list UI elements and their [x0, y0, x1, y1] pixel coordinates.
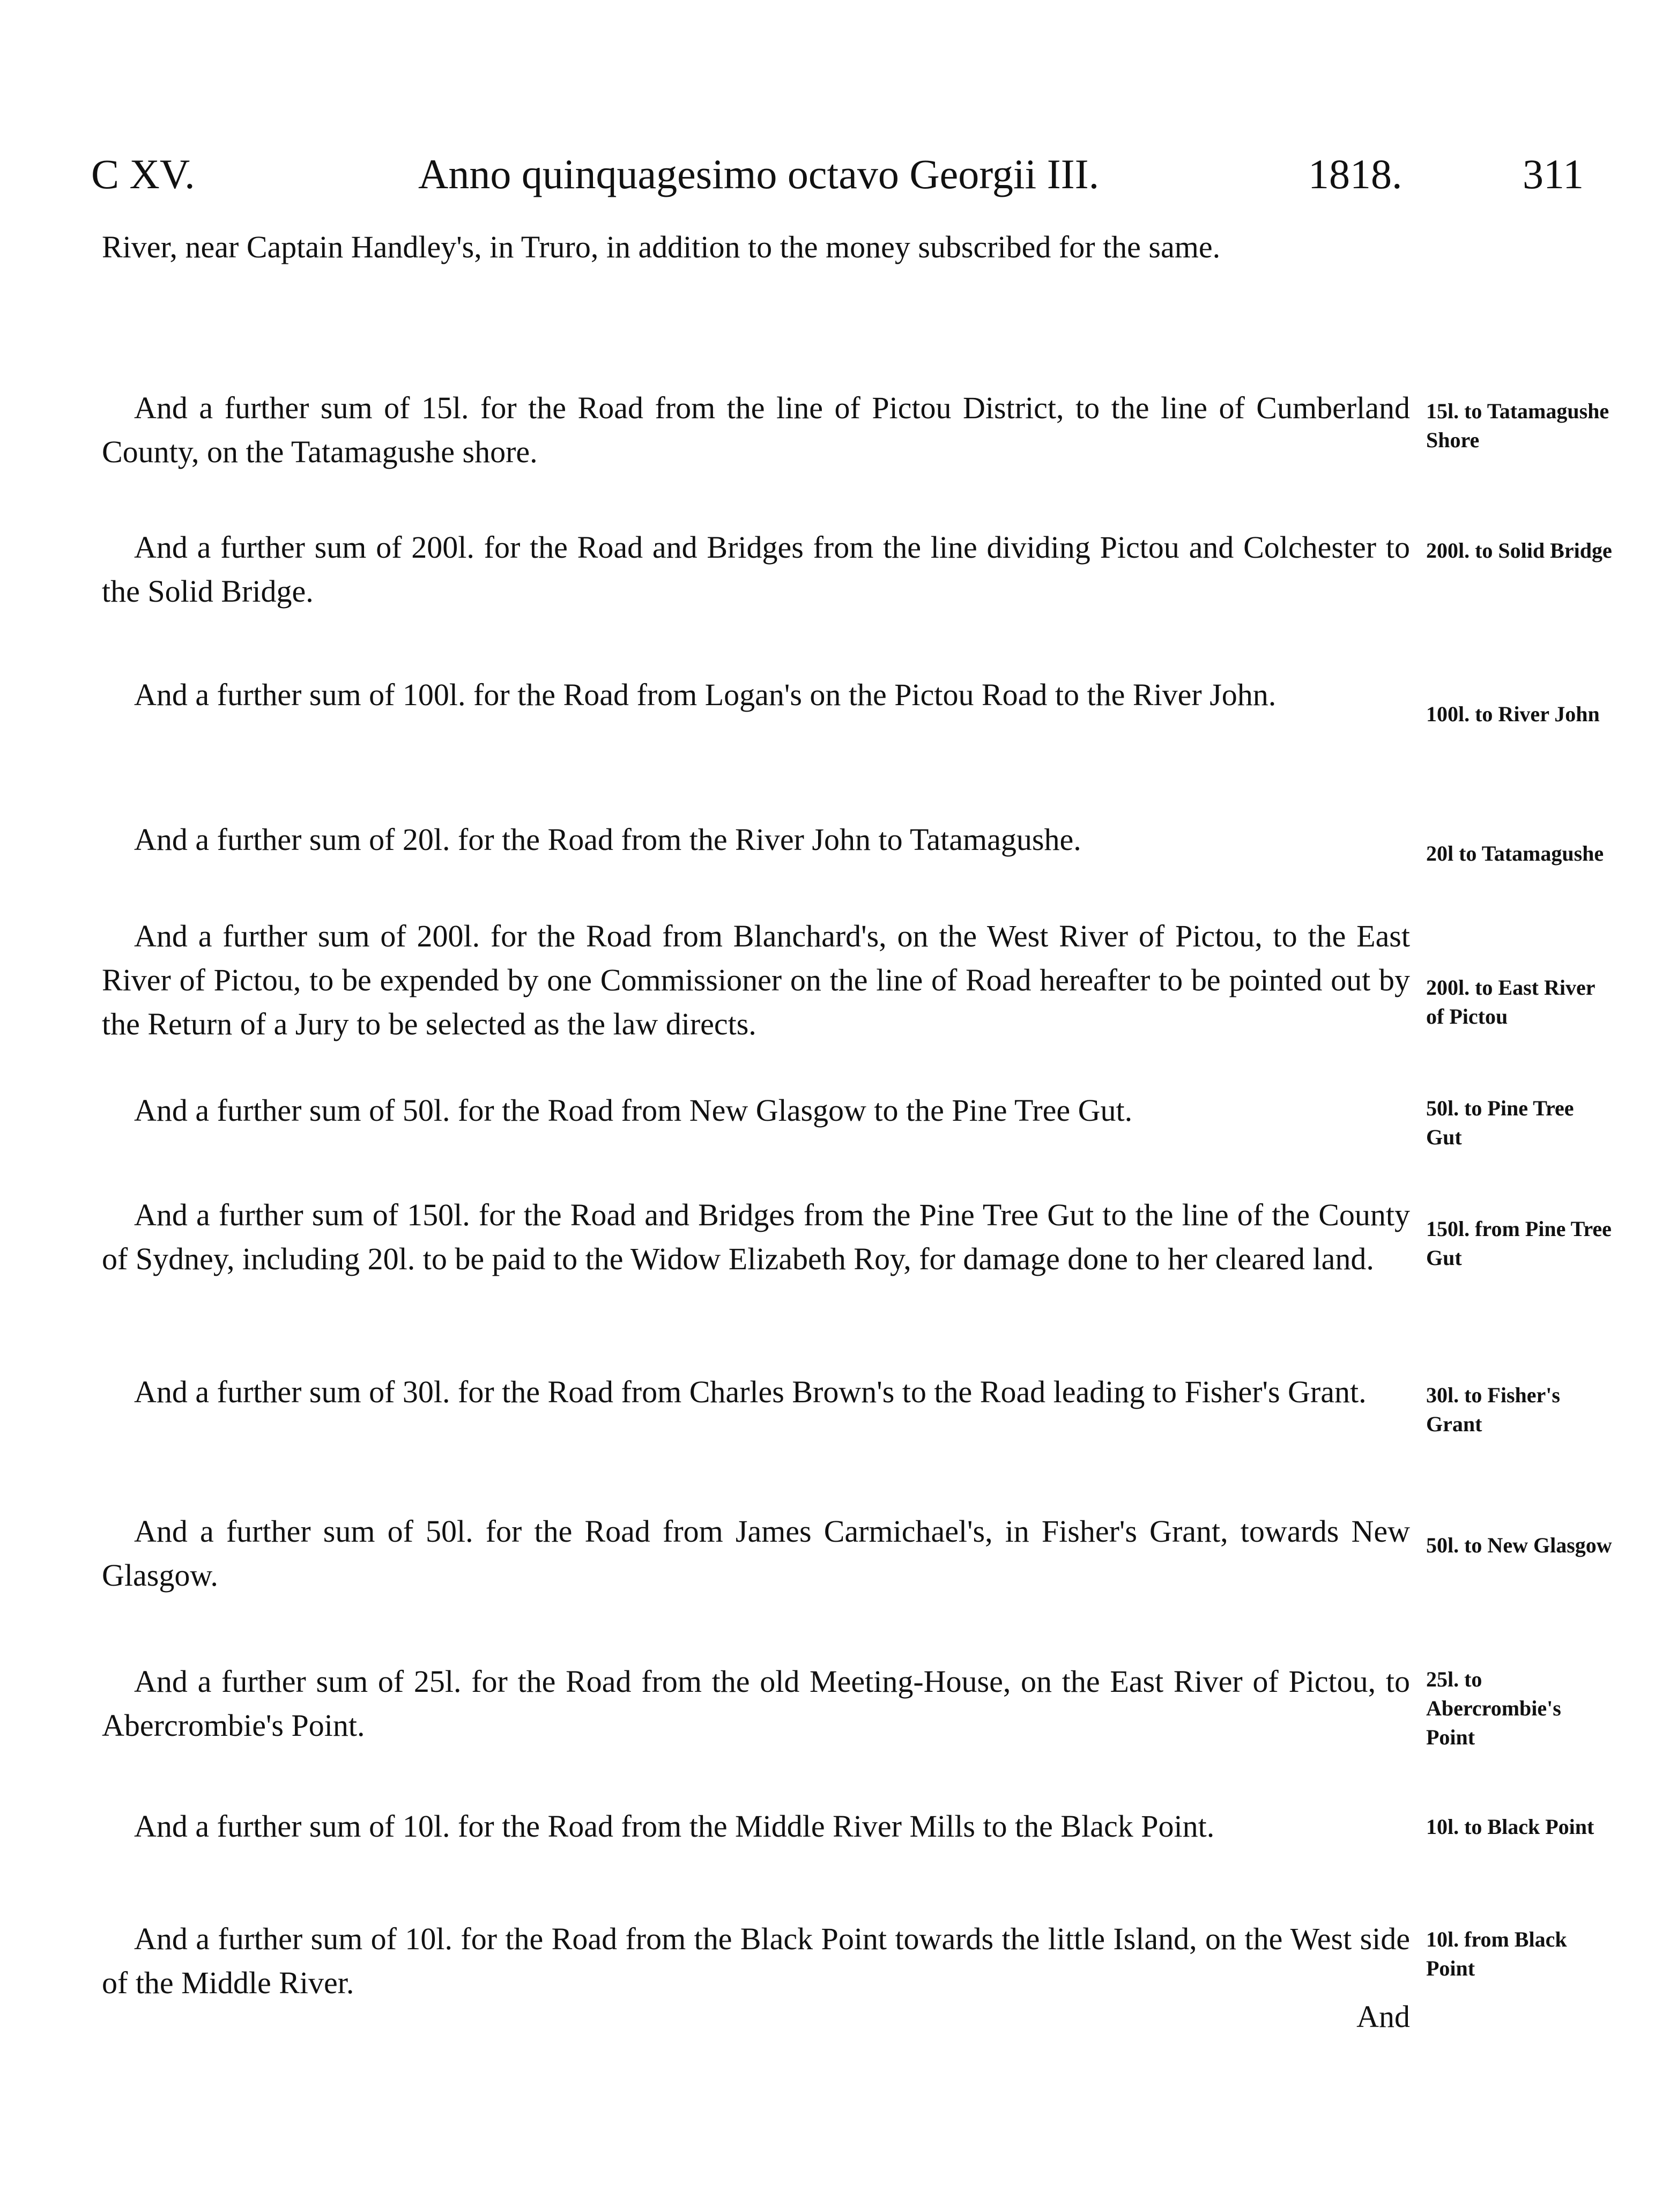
margin-note: 15l. to Tatamagushe Shore — [1426, 399, 1609, 452]
margin-note: 200l. to Solid Bridge — [1426, 538, 1612, 563]
year: 1818. — [1308, 151, 1403, 197]
paragraph-text: And a further sum of 10l. for the Road from the Black Point towards the little Island, on the West side of the Middle River. — [102, 1921, 1410, 2000]
margin-note: 50l. to New Glasgow — [1426, 1533, 1612, 1557]
paragraph-text: And a further sum of 50l. for the Road from New Glasgow to the Pine Tree Gut. — [134, 1093, 1133, 1128]
paragraph-text: And a further sum of 20l. for the Road from the River John to Tatamagushe. — [134, 822, 1081, 857]
margin-note: 150l. from Pine Tree Gut — [1426, 1217, 1612, 1270]
catchword: And — [1356, 1999, 1410, 2034]
page-number: 311 — [1523, 151, 1584, 197]
margin-note: 100l. to River John — [1426, 702, 1600, 726]
paragraph-text: And a further sum of 150l. for the Road and Bridges from the Pine Tree Gut to the line of the County of Sydney, including 20l. to be paid to the Widow Elizabeth Roy, for damage done to her cleared land. — [102, 1197, 1410, 1276]
chapter-number: C XV. — [91, 151, 195, 197]
paragraph-text: River, near Captain Handley's, in Truro, in addition to the money subscribed for the same. — [102, 230, 1221, 264]
margin-note: 50l. to Pine Tree Gut — [1426, 1096, 1574, 1149]
paragraph-text: And a further sum of 200l. for the Road and Bridges from the line dividing Pictou and Colchester to the Solid Bridge. — [102, 530, 1410, 609]
margin-note: 10l. from Black Point — [1426, 1927, 1567, 1980]
paragraph-text: And a further sum of 50l. for the Road from James Carmichael's, in Fisher's Grant, towards New Glasgow. — [102, 1514, 1410, 1593]
running-title: Anno quinquagesimo octavo Georgii III. — [418, 151, 1100, 197]
paragraph-text: And a further sum of 25l. for the Road from the old Meeting-House, on the East River of Pictou, to Abercrombie's Point. — [102, 1664, 1410, 1743]
paragraph-text: And a further sum of 10l. for the Road from the Middle River Mills to the Black Point. — [134, 1809, 1215, 1844]
paragraph-text: And a further sum of 15l. for the Road from the line of Pictou District, to the line of Cumberland County, on the Tatamagushe shore. — [102, 390, 1410, 469]
margin-note: 25l. to Abercrombie's Point — [1426, 1667, 1561, 1749]
paragraph-text: And a further sum of 30l. for the Road from Charles Brown's to the Road leading to Fisher's Grant. — [134, 1374, 1367, 1409]
paragraph-text: And a further sum of 200l. for the Road from Blanchard's, on the West River of Pictou, to the East River of Pictou, to be expended by one Commissioner on the line of Road hereafter to be pointed out by the Return of a Jury to be selected as the law directs. — [102, 919, 1410, 1041]
margin-note: 10l. to Black Point — [1426, 1815, 1594, 1839]
paragraph-text: And a further sum of 100l. for the Road from Logan's on the Pictou Road to the River John. — [134, 677, 1277, 712]
running-head — [75, 145, 1608, 204]
margin-note: 30l. to Fisher's Grant — [1426, 1383, 1560, 1436]
margin-note: 200l. to East River of Pictou — [1426, 975, 1595, 1029]
margin-note: 20l to Tatamagushe — [1426, 841, 1604, 865]
